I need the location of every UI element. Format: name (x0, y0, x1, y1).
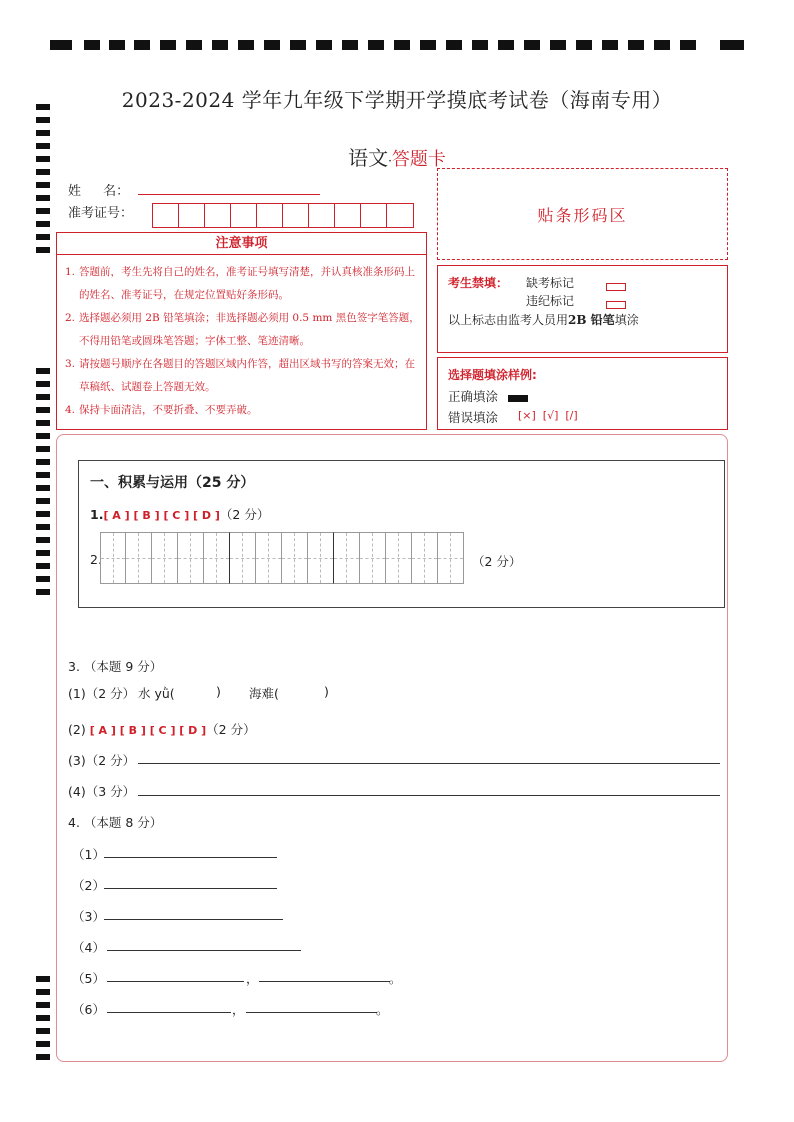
q3-part-4-answer-line[interactable] (138, 795, 720, 796)
q4-comma: ， (232, 1002, 245, 1017)
name-label: 姓 名： (68, 184, 130, 199)
q4-item-label: （4） (72, 940, 105, 955)
q4-period: 。 (389, 971, 402, 986)
id-digit-box[interactable] (205, 204, 231, 227)
fill-sample-heading: 选择题填涂样例: (448, 368, 537, 382)
q4-answer-line[interactable] (259, 981, 390, 982)
id-digit-box[interactable] (387, 204, 413, 227)
q4-item-label: （1） (72, 847, 105, 862)
q3-part-1-label: (1)（2 分） (68, 686, 136, 701)
notice-item: 3. 请按题号顺序在各题目的答题区域内作答，超出区域书写的答案无效；在草稿纸、试题卷上答题无效。 (65, 358, 415, 393)
violation-mark-label: 违纪标记 (526, 294, 575, 308)
question-2-number: 2. (90, 552, 102, 567)
q4-answer-line[interactable] (107, 1012, 231, 1013)
notice-box (56, 232, 427, 430)
correct-fill-mark (508, 388, 528, 407)
absent-mark-box[interactable] (606, 276, 626, 295)
wrong-fill-label: 错误填涂 (448, 410, 499, 425)
id-digit-box[interactable] (335, 204, 361, 227)
id-digit-box[interactable] (283, 204, 309, 227)
subject-heading (0, 142, 794, 171)
q4-item-label: （6） (72, 1002, 105, 1017)
q3-part-1-a: 水 yǜ( (138, 686, 175, 701)
id-digit-box[interactable] (179, 204, 205, 227)
q4-item-label: （2） (72, 878, 105, 893)
q4-answer-line[interactable] (104, 857, 277, 858)
correct-fill-label: 正确填涂 (448, 389, 499, 404)
question-1: 1.[ A ] [ B ] [ C ] [ D ]（2 分） (90, 507, 270, 522)
barcode-area (437, 168, 728, 260)
q3-part-2: (2) [ A ] [ B ] [ C ] [ D ]（2 分） (68, 722, 256, 737)
q4-answer-line[interactable] (246, 1012, 377, 1013)
examiner-note: 以上标志由监考人员用2B 铅笔填涂 (448, 313, 639, 327)
exam-title: 2023-2024 学年九年级下学期开学摸底考试卷（海南专用） (121, 88, 673, 112)
notice-item: 4. 保持卡面清洁，不要折叠、不要弄破。 (65, 404, 258, 416)
q3-part-3-answer-line[interactable] (138, 763, 720, 764)
q4-item-label: （3） (72, 909, 105, 924)
id-digit-box[interactable] (257, 204, 283, 227)
notice-item: 2. 选择题必须用 2B 铅笔填涂；非选择题必须用 0.5 mm 黑色签字笔答题，不得用铅笔或圆珠笔答题；字体工整、笔迹清晰。 (65, 312, 420, 347)
q4-answer-line[interactable] (104, 919, 283, 920)
question-4-heading: 4. （本题 8 分） (68, 815, 163, 830)
question-3-heading: 3. （本题 9 分） (68, 659, 163, 674)
q3-part-1-b: 海难( (249, 686, 279, 701)
examiner-only-box (437, 265, 728, 353)
wrong-fill-marks: [×] [√] [/] (518, 409, 578, 422)
q3-choice-bubbles[interactable]: [ A ] [ B ] [ C ] [ D ] (89, 724, 207, 737)
q3-part-3-label: (3)（2 分） (68, 753, 136, 768)
id-digit-box[interactable] (231, 204, 257, 227)
q3-part-4-label: (4)（3 分） (68, 784, 136, 799)
barcode-label: 贴条形码区 (537, 205, 628, 225)
q4-period: 。 (376, 1002, 389, 1017)
q3-part-1-a-close: ) (216, 684, 221, 699)
subject-dot: · (388, 154, 392, 168)
id-number-boxes[interactable] (152, 203, 414, 228)
absent-mark-label: 缺考标记 (526, 276, 575, 290)
id-digit-box[interactable] (361, 204, 387, 227)
q4-answer-line[interactable] (107, 981, 244, 982)
id-digit-box[interactable] (153, 204, 179, 227)
subject-name: 语文 (348, 146, 389, 170)
section-1-heading: 一、积累与运用（25 分） (90, 475, 255, 491)
q4-answer-line[interactable] (104, 888, 277, 889)
fill-sample-box (437, 357, 728, 430)
notice-heading: 注意事项 (57, 233, 426, 255)
question-2-score: （2 分） (472, 554, 522, 569)
q4-item-label: （5） (72, 971, 105, 986)
name-field[interactable] (138, 194, 320, 195)
notice-item: 1. 答题前，考生先将自己的姓名，准考证号填写清楚，并认真核准条形码上的姓名、准考证号，在规定位置贴好条形码。 (65, 266, 415, 301)
answer-card-label: 答题卡 (391, 149, 446, 170)
id-label: 准考证号： (68, 206, 134, 221)
writing-grid[interactable] (100, 532, 464, 584)
q3-part-1-b-close: ) (324, 684, 329, 699)
id-digit-box[interactable] (309, 204, 335, 227)
examiner-only-label: 考生禁填： (448, 276, 509, 290)
q4-comma: ， (246, 971, 259, 986)
q1-choice-bubbles[interactable]: [ A ] [ B ] [ C ] [ D ] (103, 509, 220, 522)
q4-answer-line[interactable] (107, 950, 301, 951)
